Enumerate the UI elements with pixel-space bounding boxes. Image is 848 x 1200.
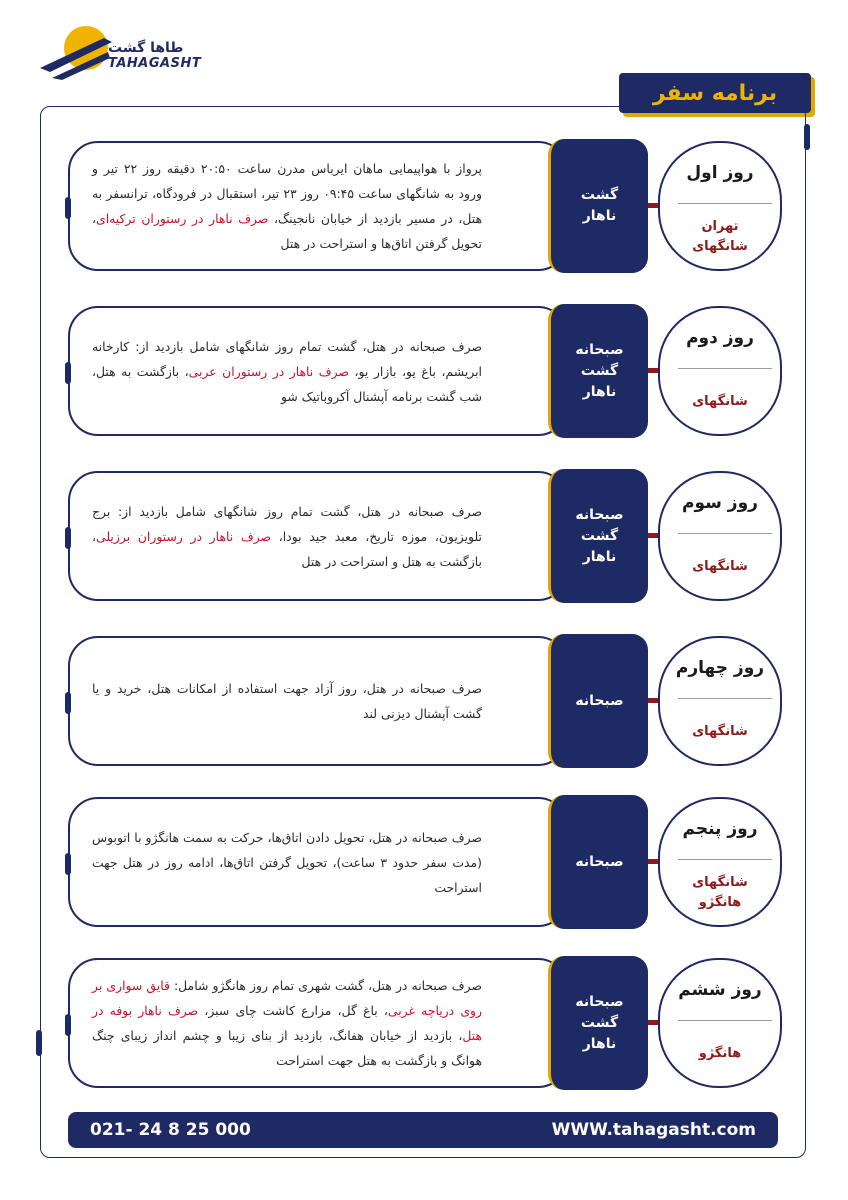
day-badge	[658, 797, 782, 927]
footer-bar	[68, 1112, 778, 1148]
desc-accent	[65, 1014, 71, 1036]
day-description	[92, 308, 482, 434]
city-label: تهران	[701, 219, 739, 234]
day-divider	[678, 698, 772, 699]
meal-label: ناهار	[582, 548, 617, 565]
day-description	[92, 799, 482, 925]
page-title: برنامه سفر	[619, 73, 811, 113]
city-label: شانگهای	[692, 394, 748, 409]
day-divider	[678, 203, 772, 204]
day-title: روز ششم	[678, 980, 762, 1000]
desc-accent	[65, 362, 71, 384]
day-row	[0, 956, 848, 1090]
day-description-box	[68, 958, 568, 1088]
desc-text: صرف صبحانه در هتل، گشت شهری تمام روز هانگژو شامل:	[169, 978, 482, 993]
day-title: روز اول	[686, 163, 754, 183]
desc-accent	[65, 853, 71, 875]
meal-box	[548, 469, 648, 603]
day-title: روز دوم	[686, 328, 754, 348]
day-title: روز سوم	[682, 493, 758, 513]
desc-text: صرف صبحانه در هتل، گشت تمام روز شانگهای شامل بازدید از: کارخانه ابریشم، باغ یو، بازار یو،	[92, 338, 483, 379]
day-divider	[678, 368, 772, 369]
day-description	[92, 960, 482, 1086]
meal-label: ناهار	[582, 1035, 617, 1052]
brand-name-fa: طاها گشت	[108, 40, 184, 56]
day-cities	[660, 378, 780, 426]
meal-label: ناهار	[582, 383, 617, 400]
highlight-text: صرف ناهار بوفه در هتل	[92, 1003, 482, 1043]
meal-box	[548, 956, 648, 1090]
day-description	[92, 143, 482, 269]
meal-label: ناهار	[582, 208, 617, 224]
brand-name-en: TAHAGASHT	[108, 56, 202, 71]
day-row	[0, 469, 848, 603]
highlight-text: صرف ناهار در رستوران ترکیه‌ای	[96, 211, 269, 226]
meal-label: صبحانه	[575, 341, 624, 358]
highlight-text: قایق سواری بر روی دریاچه غربی	[92, 978, 483, 1018]
day-badge	[658, 141, 782, 271]
meal-box	[548, 634, 648, 768]
desc-text: پرواز با هواپیمایی ماهان ایرباس مدرن ساعت ۲۰:۵۰ دقیقه روز ۲۲ تیر و ورود به شانگهای ساعت ۰۹:۴۵ روز ۲۳ تیر، استقبال در فرودگاه، ترانسفر به هتل، در مسیر بازدید از خیابان نانجینگ،	[92, 161, 483, 226]
highlight-text: صرف ناهار در رستوران عربی	[188, 363, 349, 379]
city-label: هانگژو	[698, 1046, 742, 1061]
meal-label: گشت	[580, 527, 619, 544]
city-label: شانگهای	[692, 239, 748, 254]
meal-box	[548, 795, 648, 929]
day-badge	[658, 306, 782, 436]
city-label: هانگژو	[698, 895, 742, 910]
day-divider	[678, 859, 772, 860]
desc-text: ، بازدید از خیابان هفانگ، بازدید از بنای زیبا و چشم انداز زیبای چنگ هوانگ و بازگشت به هتل جهت استراحت	[92, 1028, 482, 1068]
desc-text: صرف صبحانه در هتل، روز آزاد جهت استفاده از امکانات هتل، خرید و یا گشت آپشنال دیزنی لند	[92, 681, 482, 721]
meal-box	[548, 304, 648, 438]
desc-text: صرف صبحانه در هتل، تحویل دادن اتاق‌ها، حرکت به سمت هانگژو با اتوبوس (مدت سفر حدود ۳ ساعت)، تحویل گرفتن اتاق‌ها، ادامه روز در هتل جهت استراحت	[92, 829, 482, 895]
footer-website[interactable]: WWW.tahagasht.com	[551, 1120, 756, 1140]
day-badge	[658, 958, 782, 1088]
meal-label: گشت	[580, 1014, 619, 1031]
day-description	[92, 473, 482, 599]
day-cities	[660, 708, 780, 756]
day-divider	[678, 1020, 772, 1021]
desc-text: صرف صبحانه در هتل، گشت تمام روز شانگهای شامل بازدید از: برج تلویزیون، موزه تاریخ، معبد جید بودا،	[92, 503, 482, 544]
highlight-text: صرف ناهار در رستوران برزیلی	[96, 528, 272, 544]
day-description-box	[68, 636, 568, 766]
day-row	[0, 634, 848, 768]
meal-label: گشت	[580, 362, 619, 379]
day-description-box	[68, 797, 568, 927]
desc-text: ، تحویل گرفتن اتاق‌ها و استراحت در هتل	[92, 211, 482, 251]
desc-text: ، بازگشت به هتل و استراحت در هتل	[92, 528, 482, 569]
day-badge	[658, 471, 782, 601]
day-description-box	[68, 306, 568, 436]
day-divider	[678, 533, 772, 534]
city-label: شانگهای	[692, 559, 748, 574]
day-cities	[660, 543, 780, 591]
city-label: شانگهای	[692, 724, 748, 739]
footer-phone[interactable]: 021- 24 8 25 000	[90, 1120, 251, 1140]
desc-accent	[65, 692, 71, 714]
day-title: روز پنجم	[682, 819, 758, 839]
desc-accent	[65, 197, 71, 219]
city-label: شانگهای	[692, 875, 748, 890]
day-title: روز چهارم	[675, 658, 765, 678]
day-cities	[660, 869, 780, 917]
meal-label: صبحانه	[575, 853, 624, 870]
meal-label: صبحانه	[575, 506, 624, 523]
day-badge	[658, 636, 782, 766]
meal-label: صبحانه	[575, 692, 624, 709]
day-row	[0, 139, 848, 273]
meal-label: گشت	[580, 187, 619, 203]
day-description-box	[68, 141, 568, 271]
desc-text: ، باغ گل، مزارع کاشت چای سبز،	[198, 1003, 388, 1018]
meal-box	[548, 139, 648, 273]
day-description-box	[68, 471, 568, 601]
day-cities	[660, 213, 780, 261]
desc-text: ، بازگشت به هتل، شب گشت برنامه آپشنال آکروباتیک شو	[92, 363, 482, 404]
day-row	[0, 795, 848, 929]
day-description	[92, 638, 482, 764]
desc-accent	[65, 527, 71, 549]
meal-label: صبحانه	[575, 993, 624, 1010]
day-cities	[660, 1030, 780, 1078]
day-row	[0, 304, 848, 438]
